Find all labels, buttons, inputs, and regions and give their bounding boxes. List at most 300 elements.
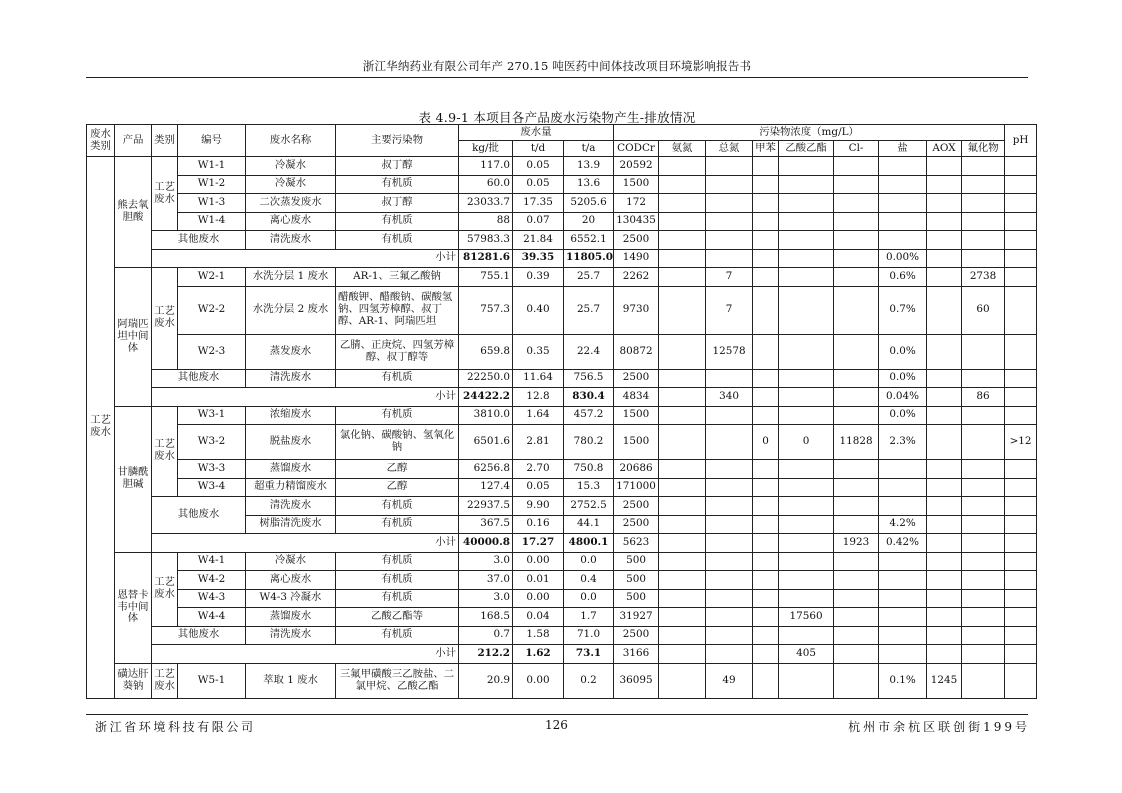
col-group-volume: 废水量 xyxy=(459,125,614,141)
cell-pollutants: 有机质 xyxy=(336,231,459,250)
table-row xyxy=(87,497,1037,516)
cell-codcr: 20592 xyxy=(614,157,659,176)
cell-toluene xyxy=(753,268,779,287)
cell-codcr: 171000 xyxy=(614,478,659,497)
cell-codcr: 1490 xyxy=(614,249,659,268)
cell-codcr: 36095 xyxy=(614,663,659,698)
cell-ph xyxy=(1005,589,1037,608)
table-row xyxy=(87,231,1037,250)
cell-codcr: 172 xyxy=(614,194,659,213)
header-rule xyxy=(86,77,1028,78)
cell-t-per-year: 25.7 xyxy=(564,286,614,334)
cell-total-nitrogen: 12578 xyxy=(706,334,753,369)
table-title: 表 4.9-1 本项目各产品废水污染物产生-排放情况 xyxy=(418,110,696,125)
cell-wastewater-name: 水洗分层 2 废水 xyxy=(246,286,336,334)
cell-chloride xyxy=(834,626,879,645)
cell-aox xyxy=(927,212,962,231)
type-process-wastewater: 工艺废水 xyxy=(152,663,178,698)
cell-code: W1-3 xyxy=(178,194,246,213)
cell-pollutants: 乙醇 xyxy=(336,478,459,497)
cell-fluoride: 86 xyxy=(962,388,1005,407)
cell-fluoride xyxy=(962,406,1005,425)
cell-fluoride xyxy=(962,460,1005,479)
cell-aox xyxy=(927,626,962,645)
subtotal-label: 小计 xyxy=(152,645,459,664)
cell-wastewater-name: 清洗废水 xyxy=(246,497,336,516)
cell-kg-per-batch: 168.5 xyxy=(459,608,513,627)
category-process-wastewater: 工艺废水 xyxy=(87,157,115,699)
col-code: 编号 xyxy=(178,125,246,157)
cell-ethyl-acetate xyxy=(779,212,834,231)
cell-chloride xyxy=(834,478,879,497)
cell-pollutants: 有机质 xyxy=(336,497,459,516)
cell-toluene xyxy=(753,626,779,645)
cell-salt: 0.6% xyxy=(879,268,927,287)
cell-chloride xyxy=(834,268,879,287)
cell-t-per-year: 73.1 xyxy=(564,645,614,664)
cell-toluene: 0 xyxy=(753,425,779,460)
cell-codcr: 2500 xyxy=(614,231,659,250)
cell-t-per-year: 0.2 xyxy=(564,663,614,698)
cell-ammonia xyxy=(659,369,706,388)
cell-t-per-day: 0.16 xyxy=(513,515,564,534)
cell-wastewater-name: 冷凝水 xyxy=(246,157,336,176)
cell-ethyl-acetate xyxy=(779,157,834,176)
cell-ammonia xyxy=(659,286,706,334)
cell-t-per-day: 17.27 xyxy=(513,534,564,553)
cell-fluoride xyxy=(962,645,1005,664)
cell-ammonia xyxy=(659,478,706,497)
cell-chloride xyxy=(834,388,879,407)
cell-pollutants: 乙腈、正庚烷、四氢芳樟醇、叔丁醇等 xyxy=(336,334,459,369)
cell-salt: 0.0% xyxy=(879,406,927,425)
cell-kg-per-batch: 127.4 xyxy=(459,478,513,497)
cell-pollutants: 有机质 xyxy=(336,212,459,231)
table-row xyxy=(87,478,1037,497)
col-t-per-year: t/a xyxy=(564,141,614,157)
cell-toluene xyxy=(753,478,779,497)
table-row xyxy=(87,608,1037,627)
cell-pollutants: AR-1、三氟乙酸钠 xyxy=(336,268,459,287)
cell-code: W2-2 xyxy=(178,286,246,334)
cell-t-per-day: 0.00 xyxy=(513,589,564,608)
cell-chloride xyxy=(834,589,879,608)
cell-total-nitrogen: 7 xyxy=(706,268,753,287)
cell-chloride xyxy=(834,286,879,334)
cell-pollutants: 有机质 xyxy=(336,406,459,425)
cell-ethyl-acetate xyxy=(779,552,834,571)
cell-aox xyxy=(927,175,962,194)
cell-salt xyxy=(879,194,927,213)
cell-total-nitrogen xyxy=(706,212,753,231)
cell-kg-per-batch: 367.5 xyxy=(459,515,513,534)
table-row xyxy=(87,406,1037,425)
other-wastewater-label: 其他废水 xyxy=(152,231,246,250)
cell-chloride xyxy=(834,406,879,425)
cell-pollutants: 醋酸钾、醋酸钠、碳酸氢钠、四氢芳樟醇、叔丁醇、AR-1、阿瑞匹坦 xyxy=(336,286,459,334)
cell-total-nitrogen xyxy=(706,497,753,516)
cell-wastewater-name: 冷凝水 xyxy=(246,552,336,571)
cell-code: W1-2 xyxy=(178,175,246,194)
cell-t-per-year: 1.7 xyxy=(564,608,614,627)
cell-pollutants: 乙醇 xyxy=(336,460,459,479)
cell-aox: 1245 xyxy=(927,663,962,698)
product-name: 恩替卡韦中间体 xyxy=(115,552,152,663)
cell-wastewater-name: 蒸馏废水 xyxy=(246,608,336,627)
cell-chloride xyxy=(834,194,879,213)
subtotal-label: 小计 xyxy=(152,534,459,553)
cell-aox xyxy=(927,478,962,497)
cell-code: W3-3 xyxy=(178,460,246,479)
cell-codcr: 31927 xyxy=(614,608,659,627)
cell-ph xyxy=(1005,478,1037,497)
cell-salt xyxy=(879,478,927,497)
cell-total-nitrogen xyxy=(706,194,753,213)
cell-chloride: 1923 xyxy=(834,534,879,553)
other-wastewater-label: 其他废水 xyxy=(152,626,246,645)
cell-wastewater-name: 脱盐废水 xyxy=(246,425,336,460)
cell-t-per-day: 9.90 xyxy=(513,497,564,516)
cell-aox xyxy=(927,388,962,407)
cell-t-per-year: 750.8 xyxy=(564,460,614,479)
cell-aox xyxy=(927,534,962,553)
cell-total-nitrogen xyxy=(706,608,753,627)
cell-toluene xyxy=(753,571,779,590)
cell-fluoride: 60 xyxy=(962,286,1005,334)
cell-toluene xyxy=(753,175,779,194)
col-product: 产品 xyxy=(115,125,152,157)
cell-ethyl-acetate xyxy=(779,369,834,388)
cell-t-per-day: 0.39 xyxy=(513,268,564,287)
cell-pollutants: 乙酸乙酯等 xyxy=(336,608,459,627)
cell-ethyl-acetate xyxy=(779,626,834,645)
cell-salt: 0.00% xyxy=(879,249,927,268)
cell-code: W1-4 xyxy=(178,212,246,231)
cell-t-per-day: 2.81 xyxy=(513,425,564,460)
cell-ammonia xyxy=(659,645,706,664)
cell-chloride xyxy=(834,645,879,664)
cell-fluoride xyxy=(962,194,1005,213)
cell-ph xyxy=(1005,460,1037,479)
subtotal-label: 小计 xyxy=(152,388,459,407)
product-name: 熊去氧胆酸 xyxy=(115,157,152,268)
cell-toluene xyxy=(753,249,779,268)
cell-pollutants: 叔丁醇 xyxy=(336,157,459,176)
cell-toluene xyxy=(753,334,779,369)
cell-code: W2-1 xyxy=(178,268,246,287)
cell-chloride xyxy=(834,212,879,231)
cell-kg-per-batch: 755.1 xyxy=(459,268,513,287)
cell-ph xyxy=(1005,497,1037,516)
cell-ammonia xyxy=(659,460,706,479)
cell-kg-per-batch: 22937.5 xyxy=(459,497,513,516)
col-wastewater-category: 废水类别 xyxy=(87,125,115,157)
cell-pollutants: 有机质 xyxy=(336,369,459,388)
cell-pollutants: 叔丁醇 xyxy=(336,194,459,213)
cell-total-nitrogen xyxy=(706,515,753,534)
cell-t-per-year: 11805.0 xyxy=(564,249,614,268)
cell-total-nitrogen xyxy=(706,645,753,664)
cell-chloride xyxy=(834,515,879,534)
cell-aox xyxy=(927,497,962,516)
cell-ph xyxy=(1005,626,1037,645)
cell-t-per-day: 0.00 xyxy=(513,663,564,698)
cell-ammonia xyxy=(659,212,706,231)
cell-kg-per-batch: 20.9 xyxy=(459,663,513,698)
col-t-per-day: t/d xyxy=(513,141,564,157)
cell-t-per-year: 4800.1 xyxy=(564,534,614,553)
cell-ph xyxy=(1005,157,1037,176)
cell-kg-per-batch: 212.2 xyxy=(459,645,513,664)
cell-fluoride xyxy=(962,534,1005,553)
cell-t-per-year: 2752.5 xyxy=(564,497,614,516)
cell-pollutants: 有机质 xyxy=(336,552,459,571)
subtotal-row xyxy=(87,645,1037,664)
cell-toluene xyxy=(753,406,779,425)
cell-pollutants: 氯化钠、碳酸钠、氢氧化钠 xyxy=(336,425,459,460)
cell-toluene xyxy=(753,497,779,516)
cell-fluoride xyxy=(962,497,1005,516)
cell-kg-per-batch: 23033.7 xyxy=(459,194,513,213)
cell-ammonia xyxy=(659,663,706,698)
cell-wastewater-name: 萃取 1 废水 xyxy=(246,663,336,698)
cell-t-per-day: 0.04 xyxy=(513,608,564,627)
cell-chloride xyxy=(834,249,879,268)
col-total-nitrogen: 总氮 xyxy=(706,141,753,157)
cell-codcr: 130435 xyxy=(614,212,659,231)
cell-ammonia xyxy=(659,388,706,407)
col-chloride: Cl- xyxy=(834,141,879,157)
cell-total-nitrogen: 49 xyxy=(706,663,753,698)
cell-codcr: 1500 xyxy=(614,425,659,460)
page-number: 126 xyxy=(545,718,568,732)
cell-salt xyxy=(879,497,927,516)
cell-t-per-day: 0.05 xyxy=(513,175,564,194)
cell-chloride: 11828 xyxy=(834,425,879,460)
cell-code: W4-3 xyxy=(178,589,246,608)
cell-ethyl-acetate xyxy=(779,175,834,194)
cell-salt: 2.3% xyxy=(879,425,927,460)
cell-total-nitrogen: 340 xyxy=(706,388,753,407)
cell-codcr: 1500 xyxy=(614,406,659,425)
cell-total-nitrogen xyxy=(706,571,753,590)
table-row xyxy=(87,286,1037,334)
cell-codcr: 5623 xyxy=(614,534,659,553)
cell-toluene xyxy=(753,194,779,213)
cell-fluoride xyxy=(962,157,1005,176)
cell-kg-per-batch: 81281.6 xyxy=(459,249,513,268)
cell-aox xyxy=(927,552,962,571)
cell-aox xyxy=(927,334,962,369)
cell-chloride xyxy=(834,552,879,571)
cell-kg-per-batch: 60.0 xyxy=(459,175,513,194)
other-wastewater-label: 其他废水 xyxy=(152,497,246,534)
cell-codcr: 500 xyxy=(614,571,659,590)
cell-t-per-year: 457.2 xyxy=(564,406,614,425)
cell-ammonia xyxy=(659,552,706,571)
table-row xyxy=(87,194,1037,213)
cell-ph xyxy=(1005,334,1037,369)
other-wastewater-label: 其他废水 xyxy=(152,369,246,388)
cell-salt xyxy=(879,645,927,664)
cell-t-per-day: 1.64 xyxy=(513,406,564,425)
cell-codcr: 500 xyxy=(614,589,659,608)
cell-total-nitrogen: 7 xyxy=(706,286,753,334)
table-row xyxy=(87,460,1037,479)
footer-rule xyxy=(86,714,1028,715)
cell-codcr: 9730 xyxy=(614,286,659,334)
cell-codcr: 80872 xyxy=(614,334,659,369)
table-row xyxy=(87,268,1037,287)
cell-t-per-year: 44.1 xyxy=(564,515,614,534)
cell-t-per-year: 15.3 xyxy=(564,478,614,497)
subtotal-row xyxy=(87,388,1037,407)
cell-aox xyxy=(927,589,962,608)
cell-ethyl-acetate xyxy=(779,194,834,213)
cell-code: W4-4 xyxy=(178,608,246,627)
col-kg-per-batch: kg/批 xyxy=(459,141,513,157)
cell-chloride xyxy=(834,369,879,388)
cell-salt: 0.0% xyxy=(879,369,927,388)
cell-salt: 0.0% xyxy=(879,334,927,369)
cell-codcr: 1500 xyxy=(614,175,659,194)
cell-fluoride xyxy=(962,626,1005,645)
col-toluene: 甲苯 xyxy=(753,141,779,157)
cell-ammonia xyxy=(659,406,706,425)
cell-fluoride xyxy=(962,515,1005,534)
cell-ethyl-acetate xyxy=(779,478,834,497)
table-row xyxy=(87,589,1037,608)
col-ethyl-acetate: 乙酸乙酯 xyxy=(779,141,834,157)
cell-ph xyxy=(1005,249,1037,268)
col-fluoride: 氟化物 xyxy=(962,141,1005,157)
cell-toluene xyxy=(753,388,779,407)
cell-ph xyxy=(1005,571,1037,590)
cell-wastewater-name: 蒸馏废水 xyxy=(246,460,336,479)
cell-aox xyxy=(927,571,962,590)
cell-t-per-year: 13.9 xyxy=(564,157,614,176)
cell-kg-per-batch: 22250.0 xyxy=(459,369,513,388)
cell-ph xyxy=(1005,608,1037,627)
cell-total-nitrogen xyxy=(706,175,753,194)
cell-codcr: 20686 xyxy=(614,460,659,479)
cell-chloride xyxy=(834,608,879,627)
col-ph: pH xyxy=(1005,125,1037,157)
cell-fluoride xyxy=(962,552,1005,571)
table-row xyxy=(87,571,1037,590)
cell-fluoride xyxy=(962,425,1005,460)
cell-salt xyxy=(879,626,927,645)
cell-fluoride xyxy=(962,175,1005,194)
cell-aox xyxy=(927,608,962,627)
cell-wastewater-name: 离心废水 xyxy=(246,571,336,590)
subtotal-row xyxy=(87,534,1037,553)
cell-toluene xyxy=(753,552,779,571)
cell-t-per-year: 0.0 xyxy=(564,552,614,571)
product-name: 甘膦酰胆碱 xyxy=(115,406,152,552)
cell-aox xyxy=(927,515,962,534)
cell-total-nitrogen xyxy=(706,231,753,250)
cell-codcr: 2500 xyxy=(614,497,659,516)
cell-aox xyxy=(927,460,962,479)
table-row xyxy=(87,552,1037,571)
cell-t-per-year: 5205.6 xyxy=(564,194,614,213)
cell-wastewater-name: 蒸发废水 xyxy=(246,334,336,369)
cell-ethyl-acetate: 405 xyxy=(779,645,834,664)
cell-salt: 0.7% xyxy=(879,286,927,334)
cell-wastewater-name: 离心废水 xyxy=(246,212,336,231)
cell-aox xyxy=(927,157,962,176)
cell-kg-per-batch: 659.8 xyxy=(459,334,513,369)
cell-ethyl-acetate xyxy=(779,406,834,425)
cell-pollutants: 有机质 xyxy=(336,175,459,194)
cell-ethyl-acetate xyxy=(779,268,834,287)
cell-t-per-day: 39.35 xyxy=(513,249,564,268)
cell-total-nitrogen xyxy=(706,589,753,608)
cell-code: W4-1 xyxy=(178,552,246,571)
type-process-wastewater: 工艺废水 xyxy=(152,406,178,497)
cell-ph xyxy=(1005,286,1037,334)
cell-wastewater-name: 浓缩废水 xyxy=(246,406,336,425)
cell-toluene xyxy=(753,157,779,176)
cell-code: W3-1 xyxy=(178,406,246,425)
cell-ph xyxy=(1005,268,1037,287)
cell-ph xyxy=(1005,388,1037,407)
table-row xyxy=(87,425,1037,460)
cell-t-per-year: 830.4 xyxy=(564,388,614,407)
cell-aox xyxy=(927,425,962,460)
cell-pollutants: 有机质 xyxy=(336,515,459,534)
cell-ph xyxy=(1005,515,1037,534)
cell-ammonia xyxy=(659,608,706,627)
cell-fluoride xyxy=(962,212,1005,231)
cell-aox xyxy=(927,645,962,664)
type-process-wastewater: 工艺废水 xyxy=(152,157,178,231)
col-type: 类别 xyxy=(152,125,178,157)
cell-kg-per-batch: 757.3 xyxy=(459,286,513,334)
cell-codcr: 2500 xyxy=(614,515,659,534)
cell-ethyl-acetate xyxy=(779,663,834,698)
cell-fluoride xyxy=(962,571,1005,590)
cell-ammonia xyxy=(659,589,706,608)
cell-chloride xyxy=(834,663,879,698)
cell-salt xyxy=(879,608,927,627)
cell-total-nitrogen xyxy=(706,369,753,388)
cell-salt: 0.42% xyxy=(879,534,927,553)
cell-kg-per-batch: 3.0 xyxy=(459,552,513,571)
cell-total-nitrogen xyxy=(706,249,753,268)
cell-chloride xyxy=(834,157,879,176)
cell-ammonia xyxy=(659,534,706,553)
cell-toluene xyxy=(753,515,779,534)
cell-kg-per-batch: 117.0 xyxy=(459,157,513,176)
cell-kg-per-batch: 3810.0 xyxy=(459,406,513,425)
cell-code: W5-1 xyxy=(178,663,246,698)
cell-ammonia xyxy=(659,194,706,213)
cell-t-per-year: 22.4 xyxy=(564,334,614,369)
cell-fluoride xyxy=(962,231,1005,250)
cell-ethyl-acetate: 0 xyxy=(779,425,834,460)
cell-t-per-day: 0.05 xyxy=(513,478,564,497)
cell-wastewater-name: W4-3 冷凝水 xyxy=(246,589,336,608)
cell-pollutants: 三氟甲磺酸三乙胺盐、二氯甲烷、乙酸乙酯 xyxy=(336,663,459,698)
table-row xyxy=(87,212,1037,231)
cell-fluoride xyxy=(962,478,1005,497)
cell-ethyl-acetate xyxy=(779,388,834,407)
cell-aox xyxy=(927,194,962,213)
cell-ph xyxy=(1005,212,1037,231)
cell-kg-per-batch: 24422.2 xyxy=(459,388,513,407)
